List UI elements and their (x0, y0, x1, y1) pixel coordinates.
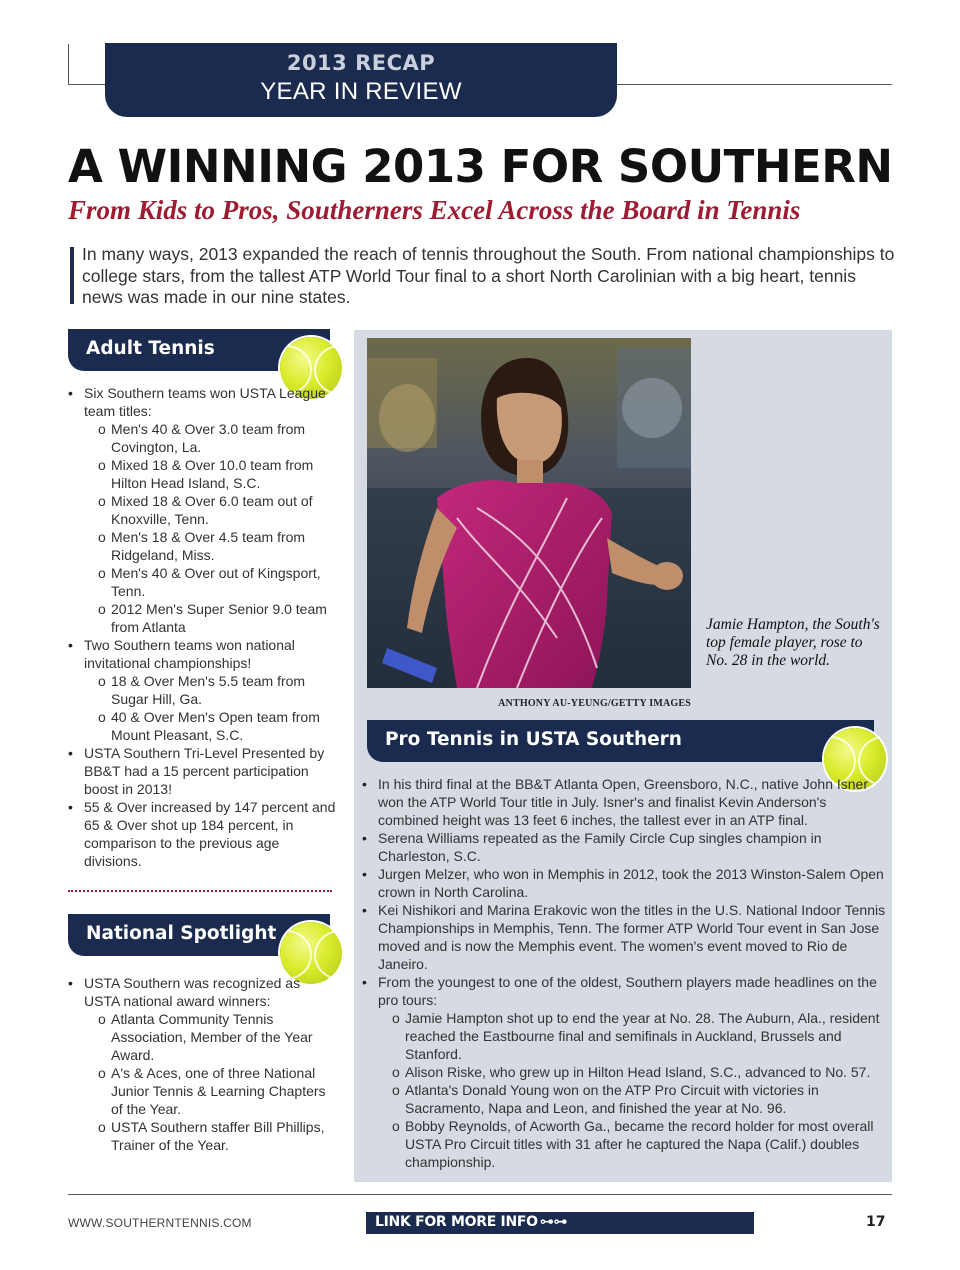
adult-tennis-list (68, 384, 336, 870)
jamie-hampton-photo (367, 338, 691, 688)
header-kicker: 2013 RECAP (286, 51, 436, 75)
list-item-text: Six Southern teams won USTA League team titles: (84, 385, 326, 419)
list-item (362, 829, 888, 865)
sub-list-item: o A's & Aces, one of three National Junior Tennis & Learning Chapters of the Year. (84, 1064, 336, 1118)
list-item (362, 865, 888, 901)
list-item (68, 636, 336, 744)
page-headline: A WINNING 2013 FOR SOUTHERN (68, 140, 893, 193)
intro-text: In many ways, 2013 expanded the reach of tennis throughout the South. From national championships to college stars, from the tallest ATP World Tour final to a short North Carolinian with a big heart, tennis news was made in our nine states. (82, 244, 895, 307)
page-number: 17 (866, 1214, 886, 1230)
sub-list-item: o Men's 18 & Over 4.5 team from Ridgeland, Miss. (84, 528, 336, 564)
pro-tennis-title: Pro Tennis in USTA Southern (385, 729, 682, 750)
sub-list (84, 672, 336, 744)
list-item (362, 973, 888, 1171)
more-info-label: LINK FOR MORE INFO (375, 1214, 538, 1230)
list-item-text: USTA Southern Tri-Level Presented by BB&T had a 15 percent participation boost in 2013! (84, 745, 325, 797)
pro-tennis-list (362, 775, 888, 1171)
section-divider (68, 890, 332, 892)
sub-list-item: o Alison Riske, who grew up in Hilton Head Island, S.C., advanced to No. 57. (378, 1063, 888, 1081)
sub-list-item: o Bobby Reynolds, of Acworth Ga., became the record holder for most overall USTA Pro Circuit titles with 31 after he captured the Napa (Calif.) doubles championship. (378, 1117, 888, 1171)
list-item (362, 775, 888, 829)
list-item-text: Kei Nishikori and Marina Erakovic won the titles in the U.S. National Indoor Tennis Championships in Memphis, Tenn. The former ATP World Tour event in San Jose moved and is now the Memphis event. The women's event moved to Rio de Janeiro. (378, 902, 886, 972)
list-item-text: Two Southern teams won national invitational championships! (84, 637, 295, 671)
sub-list-item: o Mixed 18 & Over 6.0 team out of Knoxville, Tenn. (84, 492, 336, 528)
sub-list-item: o USTA Southern staffer Bill Phillips, Trainer of the Year. (84, 1118, 336, 1154)
more-info-link[interactable] (366, 1212, 754, 1234)
list-item-text: Serena Williams repeated as the Family Circle Cup singles champion in Charleston, S.C. (378, 830, 822, 864)
list-item (68, 744, 336, 798)
sub-list-item: o 40 & Over Men's Open team from Mount Pleasant, S.C. (84, 708, 336, 744)
list-item (362, 901, 888, 973)
list-item-text: Jurgen Melzer, who won in Memphis in 2012, took the 2013 Winston-Salem Open crown in North Carolina. (378, 866, 884, 900)
sub-list-item: o Men's 40 & Over out of Kingsport, Tenn. (84, 564, 336, 600)
adult-tennis-title: Adult Tennis (86, 338, 215, 359)
list-item-text: From the youngest to one of the oldest, Southern players made headlines on the pro tours: (378, 974, 877, 1008)
sub-list (84, 420, 336, 636)
list-item-text: 55 & Over increased by 147 percent and 65 & Over shot up 184 percent, in comparison to the previous age divisions. (84, 799, 336, 869)
national-spotlight-title: National Spotlight (86, 923, 277, 944)
drop-cap-bar (70, 247, 74, 304)
intro-paragraph (70, 244, 896, 309)
sub-list-item: o 18 & Over Men's 5.5 team from Sugar Hill, Ga. (84, 672, 336, 708)
photo-caption: Jamie Hampton, the South's top female player, rose to No. 28 in the world. (706, 616, 880, 669)
footer-website[interactable]: WWW.SOUTHERNTENNIS.COM (68, 1216, 252, 1230)
sub-list-item: o 2012 Men's Super Senior 9.0 team from Atlanta (84, 600, 336, 636)
list-item (68, 384, 336, 636)
header-section-title: YEAR IN REVIEW (260, 78, 462, 105)
header-rule-tick (68, 44, 69, 85)
list-item (68, 974, 336, 1154)
sub-list (84, 1010, 336, 1154)
sub-list-item: o Jamie Hampton shot up to end the year at No. 28. The Auburn, Ala., resident reached the Eastbourne final and semifinals in Auckland, Brussels and Stanford. (378, 1009, 888, 1063)
sub-list-item: o Atlanta Community Tennis Association, Member of the Year Award. (84, 1010, 336, 1064)
list-item (68, 798, 336, 870)
sub-list-item: o Men's 40 & Over 3.0 team from Covington, La. (84, 420, 336, 456)
sub-list (378, 1009, 888, 1171)
sub-list-item: o Mixed 18 & Over 10.0 team from Hilton Head Island, S.C. (84, 456, 336, 492)
link-chain-icon: ⊶⊶ (539, 1214, 568, 1230)
list-item-text: In his third final at the BB&T Atlanta Open, Greensboro, N.C., native John Isner won the ATP World Tour title in July. Isner's and finalist Kevin Anderson's combined height was 13 feet 6 inches, the tallest ever in an ATP final. (378, 776, 869, 828)
photo-credit: ANTHONY AU-YEUNG/GETTY IMAGES (498, 698, 691, 709)
player-photo (367, 338, 691, 688)
page-subheadline: From Kids to Pros, Southerners Excel Across the Board in Tennis (68, 195, 801, 225)
footer-rule (68, 1194, 892, 1195)
section-header-tab (105, 43, 617, 117)
sub-list-item: o Atlanta's Donald Young won on the ATP Pro Circuit with victories in Sacramento, Napa and Leon, and finished the year at No. 96. (378, 1081, 888, 1117)
pro-tennis-header (367, 720, 874, 762)
list-item-text: USTA Southern was recognized as USTA national award winners: (84, 975, 301, 1009)
national-spotlight-list (68, 974, 336, 1154)
